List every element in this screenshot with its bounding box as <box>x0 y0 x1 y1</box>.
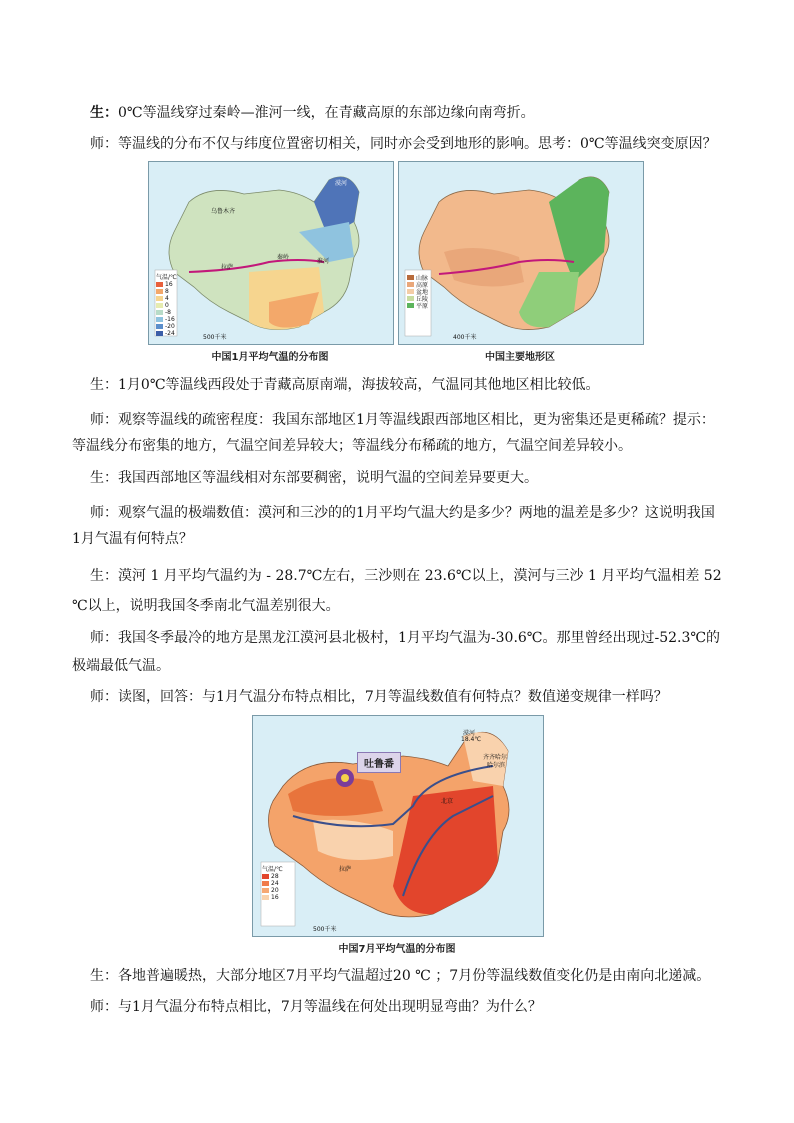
speaker-label: 师： <box>90 505 118 521</box>
january-legend-item <box>156 317 178 324</box>
paragraph-text: 观察气温的极端数值：漠河和三沙的的1月平均气温大约是多少？两地的温差是多少？这说明我国1月气温有何特点？ <box>72 505 715 547</box>
paragraph-text: 与1月气温分布特点相比，7月等温线在何处出现明显弯曲？为什么？ <box>118 999 542 1015</box>
turpan-tag: 吐鲁番 <box>357 752 401 773</box>
legend-label: 0 <box>165 302 169 310</box>
legend-swatch <box>156 282 163 287</box>
july-map-caption: 中国7月平均气温的分布图 <box>338 944 456 955</box>
july-legend-item <box>262 881 296 888</box>
legend-label: 16 <box>165 281 173 289</box>
paragraph-text: 我国西部地区等温线相对东部要稠密，说明气温的空间差异要更大。 <box>118 470 538 486</box>
legend-swatch <box>156 303 163 308</box>
terrain-legend <box>407 274 433 309</box>
speaker-label: 师： <box>90 630 118 646</box>
legend-swatch <box>407 275 414 280</box>
january-legend-item <box>156 331 178 338</box>
map-label-mohe: 漠河 <box>335 180 348 187</box>
speaker-label: 生： <box>90 105 118 121</box>
paragraph-1 <box>90 104 720 122</box>
legend-label: 高原 <box>416 282 429 290</box>
speaker-label: 师： <box>90 689 118 705</box>
paragraph-text: 我国冬季最冷的地方是黑龙江漠河县北极村，1月平均气温为-30.6℃。那里曾经出现过-52.3℃的极端最低气温。 <box>72 630 721 674</box>
january-legend-item <box>156 289 178 296</box>
legend-swatch <box>407 303 414 308</box>
january-legend-item <box>156 303 178 310</box>
paragraph-7 <box>72 561 722 621</box>
legend-label: -16 <box>165 316 175 324</box>
paragraph-11 <box>90 998 720 1016</box>
paragraph-text: 漠河 1 月平均气温约为 - 28.7℃左右，三沙则在 23.6℃以上，漠河与三沙 1 月平均气温相差 52 ℃以上，说明我国冬季南北气温差别很大。 <box>72 568 722 614</box>
legend-swatch <box>156 317 163 322</box>
map-scale: 400千米 <box>453 334 477 341</box>
terrain-map-graphic <box>399 162 643 344</box>
paragraph-2 <box>90 135 720 153</box>
map-label-urumqi: 乌鲁木齐 <box>211 208 236 215</box>
map-label-mohe: 漠河 <box>463 730 476 737</box>
paragraph-6 <box>72 500 722 552</box>
speaker-label: 师： <box>90 412 118 428</box>
legend-swatch <box>156 331 163 336</box>
legend-label: -24 <box>165 330 175 338</box>
paragraph-text: 各地普遍暖热，大部分地区7月平均气温超过20 ℃ ；7月份等温线数值变化仍是由南向北递减。 <box>118 968 711 984</box>
january-legend-item <box>156 296 178 303</box>
legend-label: -20 <box>165 323 175 331</box>
january-map-caption: 中国1月平均气温的分布图 <box>211 352 329 363</box>
legend-swatch <box>407 289 414 294</box>
legend-label: 28 <box>271 873 279 881</box>
january-legend-item <box>156 282 178 289</box>
paragraph-10 <box>90 967 720 985</box>
paragraph-5 <box>90 469 720 487</box>
legend-label: 8 <box>165 288 169 296</box>
january-map-graphic <box>149 162 393 344</box>
terrain-map-caption: 中国主要地形区 <box>485 352 555 363</box>
speaker-label: 生： <box>90 470 118 486</box>
speaker-label: 师： <box>90 136 118 152</box>
paragraph-9 <box>90 688 720 706</box>
legend-label: 20 <box>271 887 279 895</box>
january-temperature-map <box>148 161 394 345</box>
speaker-label: 生： <box>90 968 118 984</box>
speaker-label: 师： <box>90 999 118 1015</box>
legend-swatch <box>156 296 163 301</box>
legend-label: 24 <box>271 880 279 888</box>
terrain-map <box>398 161 644 345</box>
speaker-label: 生： <box>90 568 118 584</box>
paragraph-text: 等温线的分布不仅与纬度位置密切相关，同时亦会受到地形的影响。思考：0℃等温线突变原因？ <box>118 136 717 152</box>
map-label-lhasa: 拉萨 <box>339 866 352 873</box>
map-label-huaihe: 淮河 <box>317 258 330 265</box>
legend-swatch <box>407 296 414 301</box>
map-label-qiqihar: 齐齐哈尔 <box>483 754 508 761</box>
map-label-lhasa: 拉萨 <box>221 264 234 271</box>
map-label-qinling: 秦岭 <box>277 254 290 261</box>
paragraph-text: 观察等温线的疏密程度：我国东部地区1月等温线跟西部地区相比，更为密集还是更稀疏？提示：等温线分布密集的地方，气温空间差异较大；等温线分布稀疏的地方，气温空间差异较小。 <box>72 412 715 454</box>
map-label-beijing: 北京 <box>441 798 454 805</box>
legend-label: 盆地 <box>416 289 429 297</box>
legend-swatch <box>262 874 269 879</box>
legend-swatch <box>407 282 414 287</box>
legend-label: 山脉 <box>416 275 429 283</box>
legend-label: -8 <box>165 309 171 317</box>
paragraph-text: 1月0℃等温线西段处于青藏高原南端，海拔较高，气温同其他地区相比较低。 <box>118 377 600 393</box>
legend-title: 气温/℃ <box>262 866 283 873</box>
map-label-temp: 18.4℃ <box>461 736 482 743</box>
legend-swatch <box>156 310 163 315</box>
january-legend <box>156 272 178 337</box>
paragraph-text: 0℃等温线穿过秦岭—淮河一线，在青藏高原的东部边缘向南弯折。 <box>118 105 535 121</box>
july-legend-item <box>262 895 296 902</box>
legend-title: 气温/℃ <box>156 274 177 281</box>
paragraph-8 <box>72 624 722 680</box>
legend-swatch <box>156 324 163 329</box>
legend-label: 平原 <box>416 303 429 311</box>
paragraph-4 <box>72 407 722 459</box>
january-legend-item <box>156 310 178 317</box>
legend-swatch <box>262 895 269 900</box>
terrain-legend-item <box>407 303 433 310</box>
map-scale: 500千米 <box>313 926 337 933</box>
july-map-graphic <box>253 716 543 936</box>
map-label-harbin: 哈尔滨 <box>487 762 506 769</box>
january-legend-item <box>156 324 178 331</box>
july-legend-item <box>262 888 296 895</box>
legend-swatch <box>262 881 269 886</box>
legend-label: 4 <box>165 295 169 303</box>
map-scale: 500千米 <box>203 334 227 341</box>
legend-label: 丘陵 <box>416 296 429 304</box>
paragraph-3 <box>90 376 720 394</box>
legend-label: 16 <box>271 894 279 902</box>
july-legend <box>262 864 296 901</box>
paragraph-text: 读图，回答：与1月气温分布特点相比，7月等温线数值有何特点？数值递变规律一样吗？ <box>118 689 668 705</box>
legend-swatch <box>262 888 269 893</box>
july-legend-item <box>262 874 296 881</box>
speaker-label: 生： <box>90 377 118 393</box>
july-temperature-map <box>252 715 544 937</box>
legend-swatch <box>156 289 163 294</box>
